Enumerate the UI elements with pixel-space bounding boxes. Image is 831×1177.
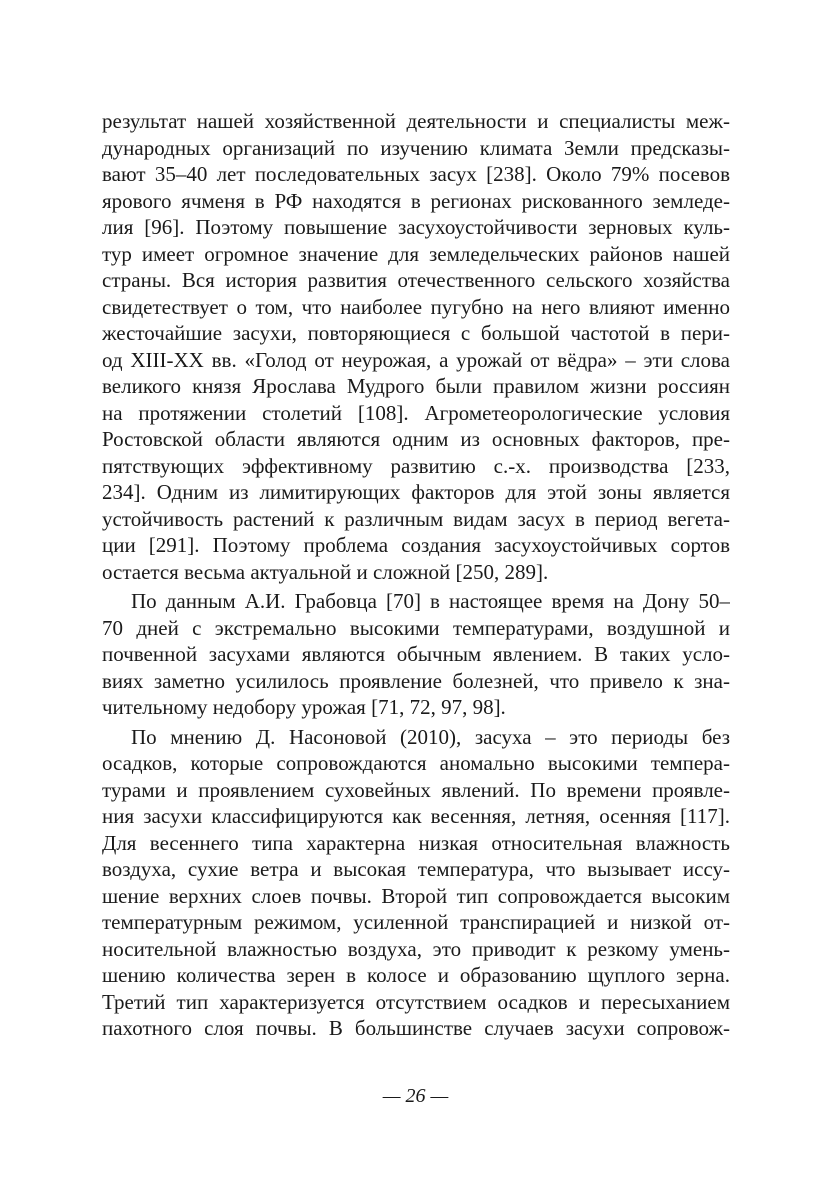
- text-line: устойчивость растений к различным видам засух в период вегета-: [102, 506, 730, 531]
- text-line: шение верхних слоев почвы. Второй тип сопровождается высоким: [102, 883, 730, 908]
- text-line: результат нашей хозяйственной деятельности и специалисты меж-: [102, 109, 730, 133]
- text-line: осадков, которые сопровождаются аномально высокими темпера-: [102, 751, 730, 775]
- text-line: пятствующих эффективному развитию с.-х. производства [233,: [102, 453, 730, 478]
- text-line: воздуха, сухие ветра и высокая температура, что вызывает иссу-: [102, 857, 730, 881]
- paragraph-1: [102, 108, 730, 585]
- text-line: пахотного слоя почвы. В большинстве случаев засухи сопровож-: [102, 1016, 730, 1040]
- text-line: ции [291]. Поэтому проблема создания засухоустойчивых сортов: [102, 533, 730, 557]
- text-line: лия [96]. Поэтому повышение засухоустойчивости зерновых куль-: [102, 215, 730, 239]
- text-line: ния засухи классифицируются как весенняя, летняя, осенняя [117].: [102, 804, 730, 828]
- text-line: Ростовской области являются одним из основных факторов, пре-: [102, 427, 730, 451]
- text-line: вают 35–40 лет последовательных засух [238]. Около 79% посевов: [102, 162, 730, 186]
- text-line: дународных организаций по изучению климата Земли предсказы-: [102, 135, 730, 160]
- text-line: По данным А.И. Грабовца [70] в настоящее время на Дону 50–: [131, 589, 730, 613]
- page-number: — 26 —: [382, 1085, 449, 1107]
- text-line: 70 дней с экстремально высокими температурами, воздушной и: [102, 615, 730, 640]
- text-line: почвенной засухами являются обычным явлением. В таких усло-: [102, 642, 730, 666]
- page-body: [102, 108, 730, 1042]
- text-line: жесточайшие засухи, повторяющиеся с большой частотой в пери-: [102, 321, 730, 345]
- text-line: 234]. Одним из лимитирующих факторов для этой зоны является: [102, 480, 730, 504]
- text-line: По мнению Д. Насоновой (2010), засуха – это периоды без: [131, 724, 730, 749]
- paragraph-3: [102, 724, 730, 1042]
- text-line: остается весьма актуальной и сложной [250, 289].: [102, 559, 549, 584]
- text-line: Для весеннего типа характерна низкая относительная влажность: [102, 830, 730, 855]
- text-line: виях заметно усилилось проявление болезней, что привело к зна-: [102, 668, 730, 693]
- text-line: шению количества зерен в колосе и образованию щуплого зерна.: [102, 963, 730, 987]
- text-line: страны. Вся история развития отечественного сельского хозяйства: [102, 268, 730, 292]
- text-line: носительной влажностью воздуха, это приводит к резкому умень-: [102, 936, 730, 961]
- text-line: ярового ячменя в РФ находятся в регионах рискованного земледе-: [102, 188, 730, 213]
- text-line: турами и проявлением суховейных явлений. По времени проявле-: [102, 777, 730, 802]
- paragraph-2: [102, 588, 730, 721]
- text-line: температурным режимом, усиленной транспирацией и низкой от-: [102, 910, 730, 934]
- text-line: Третий тип характеризуется отсутствием осадков и пересыханием: [102, 989, 730, 1014]
- text-line: тур имеет огромное значение для земледельческих районов нашей: [102, 241, 730, 266]
- text-line: свидетествует о том, что наиболее пугубно на него влияют именно: [102, 294, 730, 319]
- text-line: на протяжении столетий [108]. Агрометеорологические условия: [102, 400, 730, 425]
- text-line: од XIII-XX вв. «Голод от неурожая, а урожай от вёдра» – эти слова: [102, 347, 730, 372]
- text-line: великого князя Ярослава Мудрого были правилом жизни россиян: [102, 374, 730, 398]
- text-line: чительному недобору урожая [71, 72, 97, 98].: [102, 695, 506, 719]
